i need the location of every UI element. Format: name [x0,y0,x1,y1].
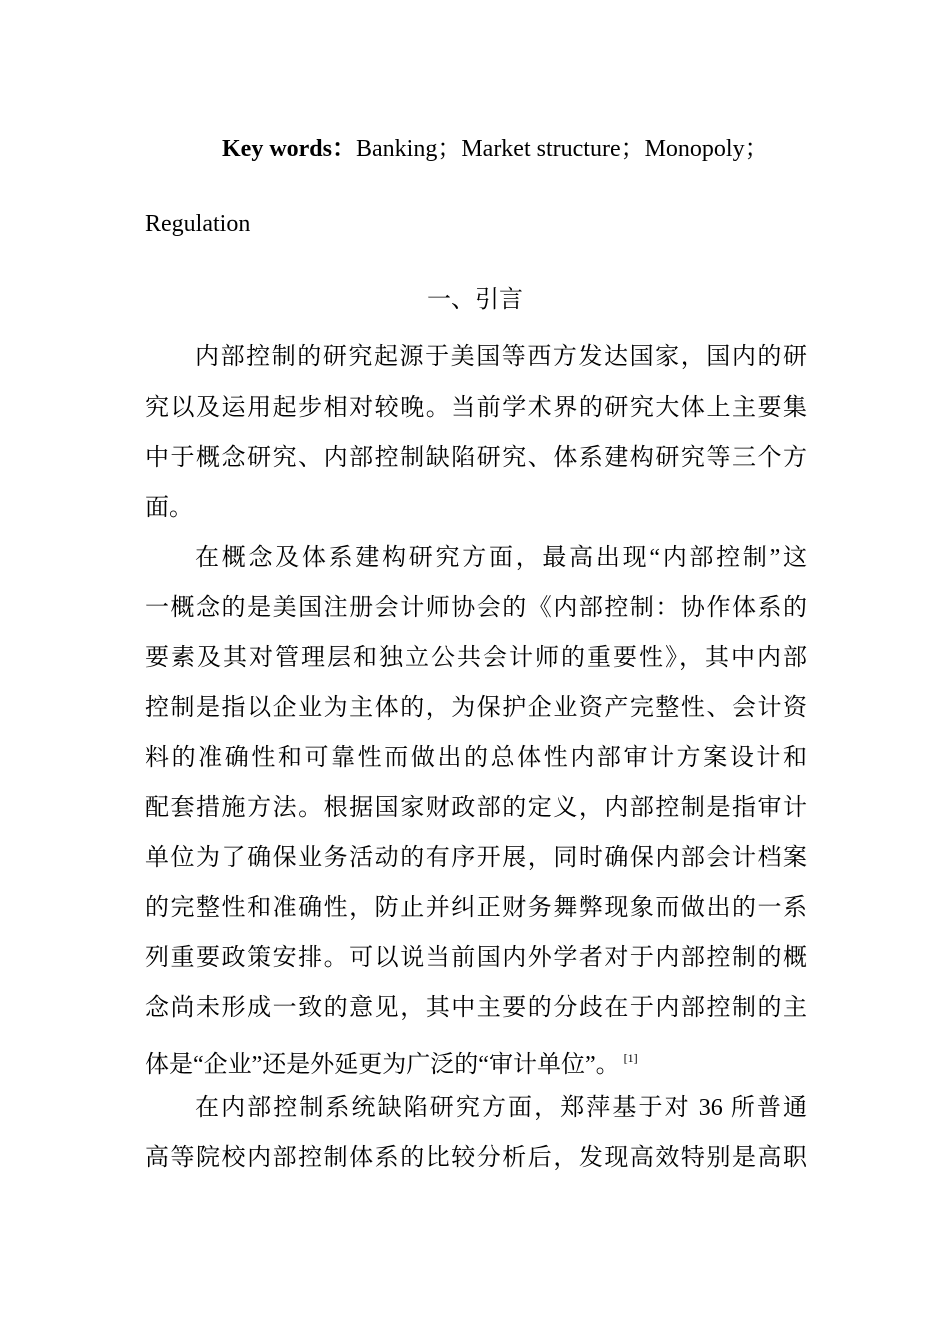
paragraph-line: 高等院校内部控制体系的比较分析后，发现高效特别是高职 [145,1145,807,1171]
paragraph-line: 一概念的是美国注册会计师协会的《内部控制：协作体系的 [145,595,807,621]
paragraph-line: 控制是指以企业为主体的，为保护企业资产完整性、会计资 [145,695,807,721]
citation-reference: [1] [623,1051,638,1065]
paragraph-line-text: 体是“企业”还是外延更为广泛的“审计单位”。 [145,1052,620,1078]
paragraph-line: 中于概念研究、内部控制缺陷研究、体系建构研究等三个方 [145,445,807,471]
keywords-label: Key words： [222,136,356,162]
paragraph-line: 列重要政策安排。可以说当前国内外学者对于内部控制的概 [145,945,807,971]
paragraph-line: 究以及运用起步相对较晚。当前学术界的研究大体上主要集 [145,395,807,421]
keywords-continuation: Regulation [145,211,251,237]
paragraph-line: 在内部控制系统缺陷研究方面，郑萍基于对 36 所普通 [195,1095,807,1121]
keywords-line [222,132,769,166]
paragraph-line: 在概念及体系建构研究方面，最高出现“内部控制”这 [195,545,807,571]
paragraph-line: 面。 [145,495,193,521]
paragraph-line: 配套措施方法。根据国家财政部的定义，内部控制是指审计 [145,795,807,821]
paragraph-line: 料的准确性和可靠性而做出的总体性内部审计方案设计和 [145,745,807,771]
paragraph-line: 内部控制的研究起源于美国等西方发达国家，国内的研 [195,344,807,370]
section-heading: 一、引言 [427,285,523,313]
paragraph-line: 的完整性和准确性，防止并纠正财务舞弊现象而做出的一系 [145,895,807,921]
paragraph-line: 单位为了确保业务活动的有序开展，同时确保内部会计档案 [145,845,807,871]
paragraph-line-with-citation [145,1041,807,1082]
paragraph-line: 念尚未形成一致的意见，其中主要的分歧在于内部控制的主 [145,995,807,1021]
keywords-values: Banking；Market structure；Monopoly； [356,136,769,162]
paragraph-line: 要素及其对管理层和独立公共会计师的重要性》，其中内部 [145,645,807,671]
